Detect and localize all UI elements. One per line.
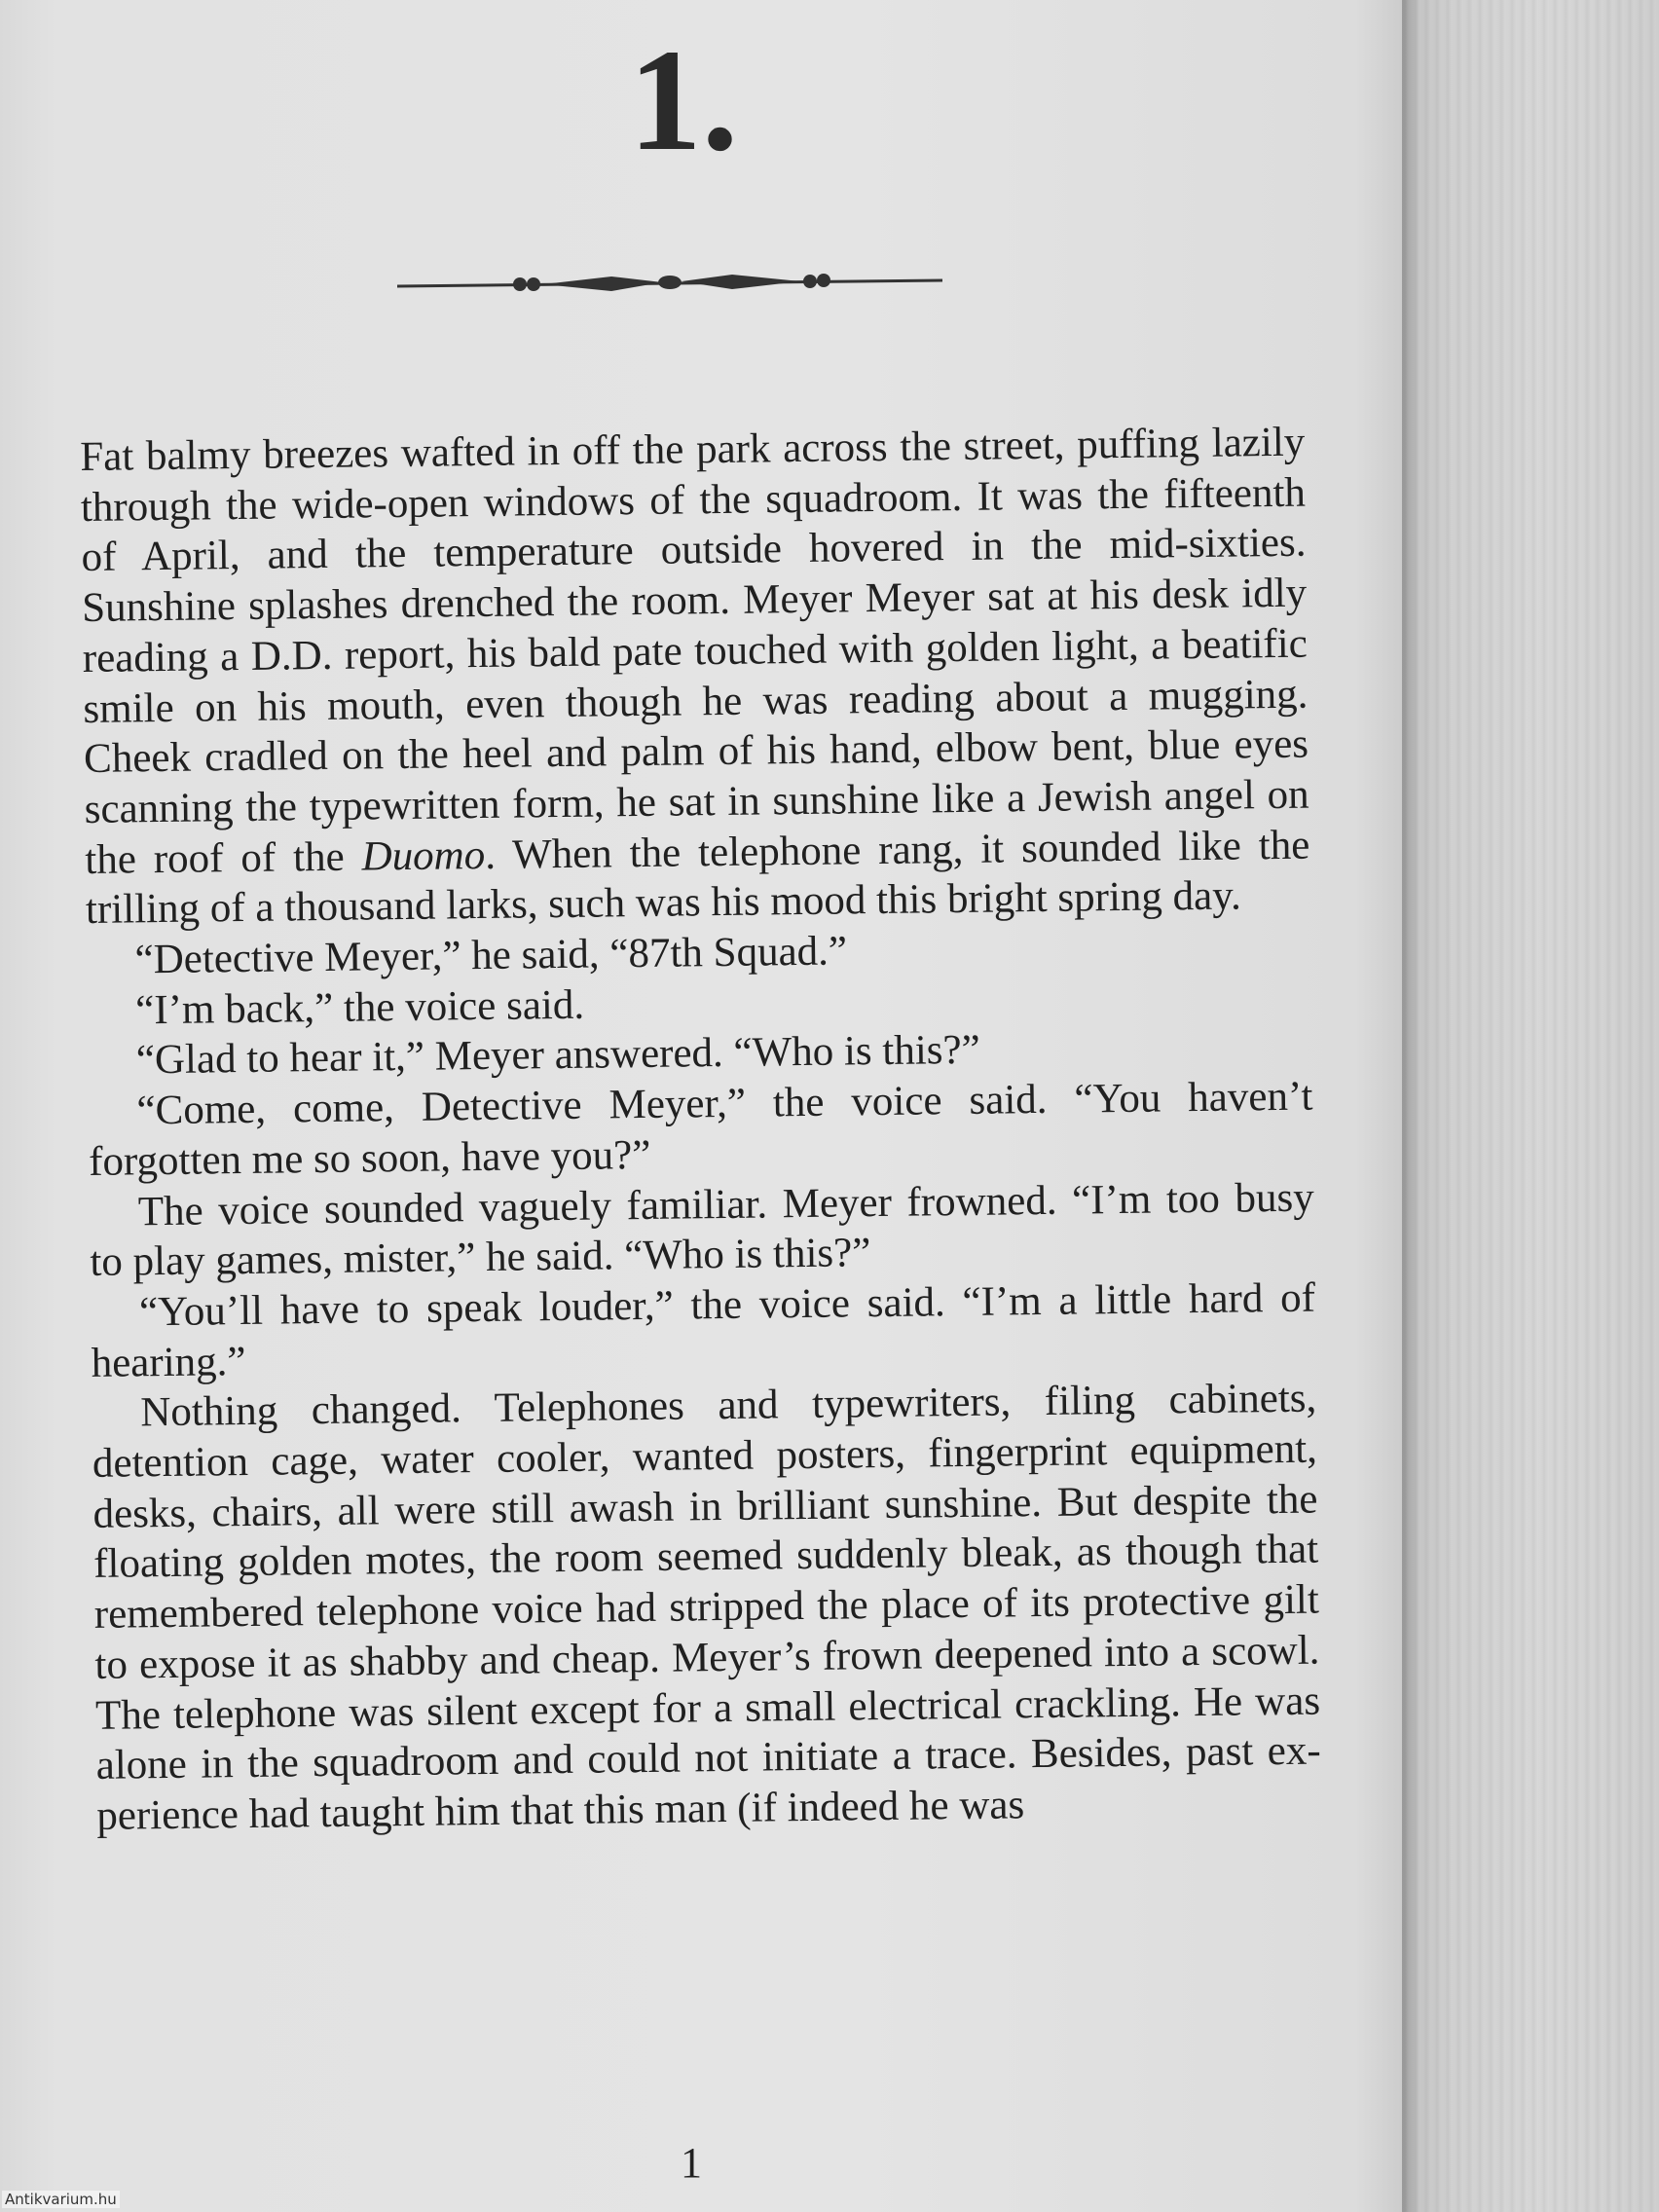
paragraph-8: Nothing changed. Telephones and typewriters, filing cabinets, detention cage, water cooler, wanted posters, fingerprint equipment, desks, chairs, all were still awash in brilliant sunshine. But despite the floating golden motes, the room seemed suddenly bleak, as though that remembered telephone voice had stripped the place of its protective gilt to expose it as shabby and cheap. Meyer’s frown deepened into a scowl. The telephone was silent except for a small electrical crackling. He was alone in the squadroom and could not initiate a trace. Besides, past experience had taught him that this man (if indeed he was: [92, 1375, 1321, 1839]
watermark: Antikvarium.hu: [2, 2191, 120, 2208]
paragraph-2: “Detective Meyer,” he said, “87th Squad.”: [134, 928, 848, 983]
paragraph-1-end: . When the telephone rang, it sounded like the trilling of a thousand larks, such was his mood this bright spring day.: [85, 822, 1310, 934]
page-number: 1: [681, 2139, 702, 2187]
chapter-number: 1.: [628, 19, 739, 181]
ornament-divider: [397, 265, 942, 304]
italic-duomo: Duomo: [361, 831, 486, 880]
paragraph-1: [80, 418, 1310, 936]
paragraph-4: “Glad to hear it,” Meyer answered. “Who is this?”: [135, 1027, 980, 1084]
paragraph-6: The voice sounded vaguely familiar. Meyer frowned. “I’m too busy to play games, mister,” he said. “Who is this?”: [90, 1174, 1314, 1286]
next-page-edge: [1402, 0, 1659, 2212]
paragraph-1-start: Fat balmy breezes wafted in off the park across the street, puffing lazily through the wide-open windows of the squadroom. It was the fifteenth of April, and the temperature outside hovered in the mid-sixties. Sunshine splashes drenched the room. Meyer Meyer sat at his desk idly reading a D.D. report, his bald pate touched with golden light, a beatific smile on his mouth, even though he was reading about a mugging. Cheek cradled on the heel and palm of his hand, elbow bent, blue eyes scanning the typewritten form, he sat in sunshine like a Jewish angel on the roof of the: [80, 419, 1309, 883]
paragraph-5: “Come, come, Detective Meyer,” the voice said. “You haven’t forgotten me so soon, have you?”: [88, 1073, 1313, 1185]
paragraph-3: “I’m back,” the voice said.: [134, 981, 585, 1034]
paragraph-7: “You’ll have to speak louder,” the voice said. “I’m a little hard of hearing.”: [91, 1274, 1316, 1386]
chapter-text: [80, 418, 1322, 1842]
